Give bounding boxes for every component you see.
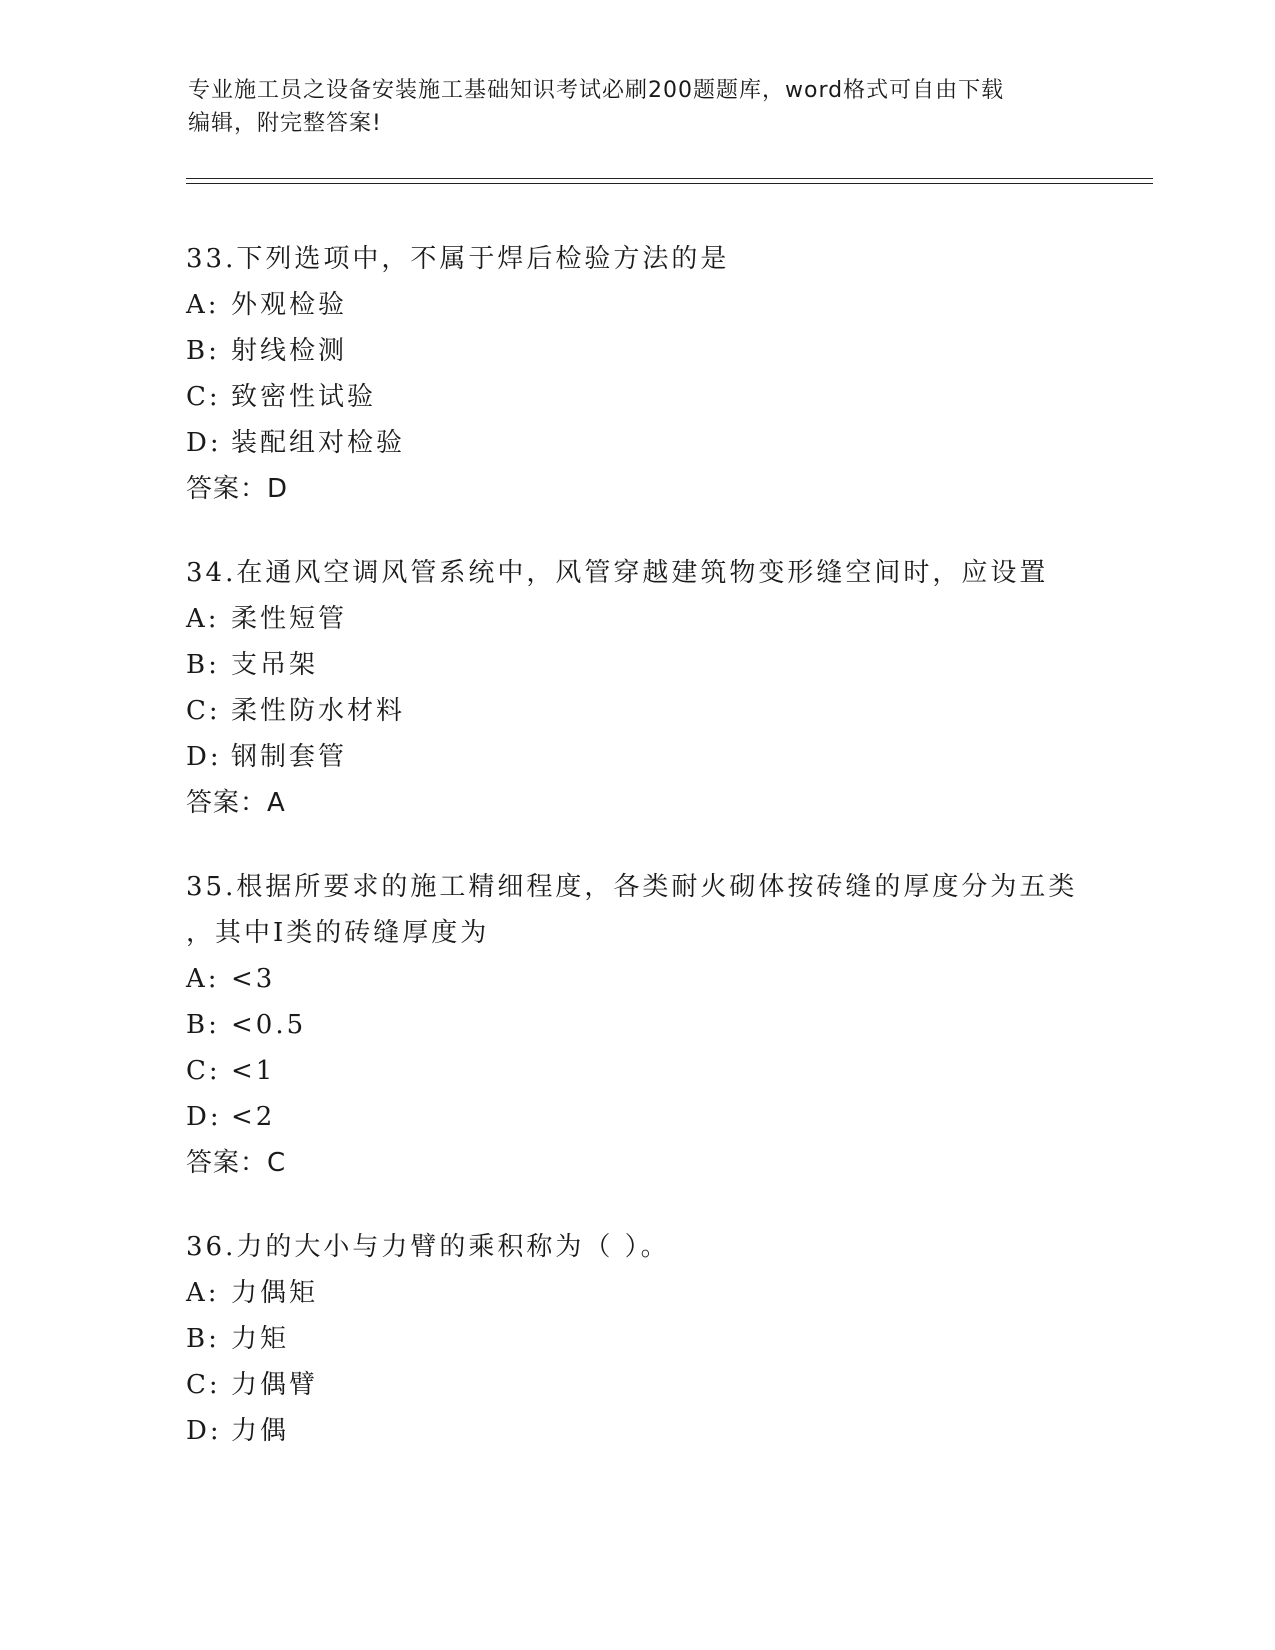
option-letter: B: xyxy=(186,650,220,680)
question-stem: 33.下列选项中，不属于焊后检验方法的是 xyxy=(186,244,730,274)
option-d xyxy=(186,1408,1146,1454)
option-text: 力偶矩 xyxy=(231,1278,319,1308)
option-a xyxy=(186,1270,1146,1316)
option-b xyxy=(186,328,1146,374)
option-b xyxy=(186,1316,1146,1362)
question-stem: 34.在通风空调风管系统中，风管穿越建筑物变形缝空间时，应设置 xyxy=(186,558,1049,588)
question-33 xyxy=(186,236,1146,512)
option-letter: C: xyxy=(186,1370,221,1400)
question-34 xyxy=(186,550,1146,826)
option-letter: C: xyxy=(186,1056,221,1086)
option-text: 外观检验 xyxy=(231,290,348,320)
question-stem: 35.根据所要求的施工精细程度，各类耐火砌体按砖缝的厚度分为五类 xyxy=(186,872,1078,902)
option-text: 力偶臂 xyxy=(231,1370,319,1400)
option-letter: A: xyxy=(186,290,220,320)
option-d xyxy=(186,420,1146,466)
option-letter: B: xyxy=(186,1324,220,1354)
option-c xyxy=(186,688,1146,734)
option-text: 支吊架 xyxy=(231,650,319,680)
option-letter: D: xyxy=(186,1102,222,1132)
header-title-line-2: 编辑，附完整答案! xyxy=(188,111,382,136)
answer-line: 答案：D xyxy=(186,474,289,504)
option-letter: C: xyxy=(186,696,221,726)
option-a xyxy=(186,596,1146,642)
option-text: 柔性防水材料 xyxy=(231,696,406,726)
option-a xyxy=(186,282,1146,328)
question-list xyxy=(186,236,1146,1492)
option-c xyxy=(186,1048,1146,1094)
option-text: 柔性短管 xyxy=(231,604,348,634)
option-letter: D: xyxy=(186,1416,222,1446)
option-text: 致密性试验 xyxy=(231,382,377,412)
question-36 xyxy=(186,1224,1146,1454)
option-text: <2 xyxy=(231,1102,276,1132)
option-letter: A: xyxy=(186,964,220,994)
option-c xyxy=(186,1362,1146,1408)
question-stem-continued: ，其中Ⅰ类的砖缝厚度为 xyxy=(186,918,490,948)
option-text: <3 xyxy=(231,964,276,994)
question-35 xyxy=(186,864,1146,1186)
option-text: 射线检测 xyxy=(231,336,348,366)
option-d xyxy=(186,734,1146,780)
option-b xyxy=(186,1002,1146,1048)
option-text: <0.5 xyxy=(231,1010,307,1040)
option-letter: A: xyxy=(186,1278,220,1308)
option-text: 钢制套管 xyxy=(231,742,348,772)
option-a xyxy=(186,956,1146,1002)
answer-line: 答案：A xyxy=(186,788,286,818)
option-text: 装配组对检验 xyxy=(231,428,406,458)
option-text: 力偶 xyxy=(231,1416,290,1446)
header-divider-top xyxy=(186,178,1153,179)
answer-line: 答案：C xyxy=(186,1148,287,1178)
option-letter: D: xyxy=(186,742,222,772)
header-divider-bottom xyxy=(186,183,1153,184)
option-c xyxy=(186,374,1146,420)
option-letter: B: xyxy=(186,336,220,366)
option-letter: B: xyxy=(186,1010,220,1040)
question-stem: 36.力的大小与力臂的乘积称为（ ）。 xyxy=(186,1232,670,1262)
option-letter: A: xyxy=(186,604,220,634)
option-b xyxy=(186,642,1146,688)
option-d xyxy=(186,1094,1146,1140)
document-header xyxy=(188,74,1088,140)
header-title-line-1: 专业施工员之设备安装施工基础知识考试必刷200题题库，word格式可自由下载 xyxy=(188,78,1005,103)
option-text: <1 xyxy=(231,1056,276,1086)
option-letter: C: xyxy=(186,382,221,412)
option-letter: D: xyxy=(186,428,222,458)
option-text: 力矩 xyxy=(231,1324,290,1354)
